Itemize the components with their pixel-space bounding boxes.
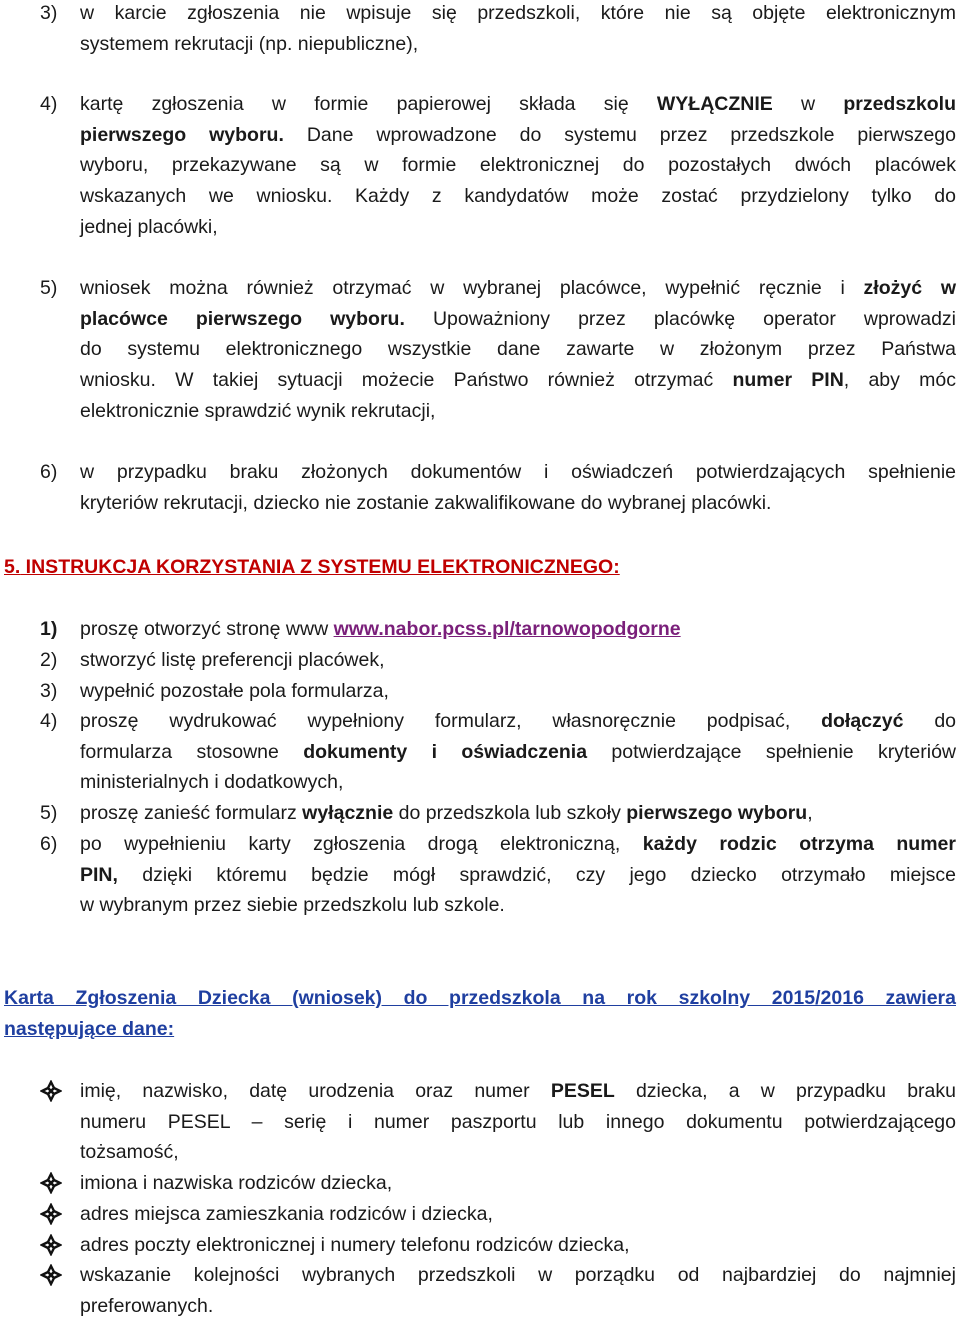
bold-text: każdy rodzic otrzyma numer bbox=[642, 833, 956, 855]
text-segment: adres poczty elektronicznej i numery telefonu rodziców dziecka, bbox=[80, 1234, 630, 1256]
item-text bbox=[80, 273, 956, 427]
instruction-item bbox=[0, 829, 956, 921]
text-segment: stworzyć listę preferencji placówek, bbox=[80, 649, 385, 671]
text-line bbox=[80, 676, 956, 707]
item-text bbox=[80, 1260, 956, 1321]
text-segment: , aby móc bbox=[843, 369, 956, 392]
item-text bbox=[80, 798, 956, 829]
card-data-item bbox=[0, 1199, 956, 1230]
diamond-bullet-icon bbox=[40, 1080, 62, 1102]
item-number: 6) bbox=[40, 833, 58, 855]
text-line bbox=[80, 273, 956, 304]
text-segment: proszę wydrukować wypełniony formularz, własnoręcznie podpisać, bbox=[80, 710, 822, 732]
text-segment: systemem rekrutacji (np. niepubliczne), bbox=[80, 32, 419, 55]
text-line bbox=[80, 737, 956, 768]
card-heading-line-1: Karta Zgłoszenia Dziecka (wniosek) do przedszkola na rok szkolny 2015/2016 zawiera bbox=[4, 987, 956, 1009]
text-line bbox=[80, 860, 956, 891]
text-segment: elektronicznie sprawdzić wynik rekrutacji, bbox=[80, 399, 436, 422]
bold-text: dołączyć bbox=[821, 710, 904, 732]
text-segment: w karcie zgłoszenia nie wpisuje się przedszkoli, które nie są objęte elektronicznym bbox=[80, 2, 956, 24]
text-segment: dziecka, a w przypadku braku bbox=[614, 1080, 956, 1102]
text-segment: do systemu elektronicznego wszystkie dane zawarte w złożonym przez Państwa bbox=[80, 338, 956, 361]
text-segment: do przedszkola lub szkoły bbox=[393, 802, 627, 824]
bold-text: dokumenty i oświadczenia bbox=[303, 740, 588, 763]
text-segment: imię, nazwisko, datę urodzenia oraz numer bbox=[80, 1080, 551, 1102]
diamond-bullet-icon bbox=[40, 1172, 62, 1194]
bold-text: złożyć w bbox=[863, 277, 956, 299]
bold-text: PESEL bbox=[550, 1080, 615, 1102]
item-number: 4) bbox=[40, 93, 58, 115]
text-line bbox=[80, 181, 956, 212]
section-5-heading bbox=[4, 552, 620, 583]
text-line bbox=[80, 767, 956, 798]
text-line bbox=[80, 0, 956, 29]
item-text bbox=[80, 89, 956, 243]
item-text bbox=[80, 829, 956, 921]
bold-text: przedszkolu bbox=[843, 93, 957, 115]
text-line bbox=[80, 396, 956, 427]
website-link[interactable]: www.nabor.pcss.pl/tarnowopodgorne bbox=[333, 618, 681, 640]
instruction-item bbox=[0, 676, 956, 707]
text-segment: Dane wprowadzone do systemu przez przedszkole pierwszego bbox=[283, 123, 956, 146]
bold-text: wyłącznie bbox=[302, 802, 394, 824]
section-5-number: 5. bbox=[4, 556, 21, 578]
card-data-item bbox=[0, 1076, 956, 1168]
text-line bbox=[80, 829, 956, 860]
item-number: 3) bbox=[40, 680, 58, 702]
text-line bbox=[80, 1168, 956, 1199]
text-line bbox=[80, 488, 956, 519]
bold-text: pierwszego wyboru bbox=[626, 802, 808, 824]
item-text bbox=[80, 457, 956, 518]
text-segment: w bbox=[772, 93, 844, 115]
instruction-item bbox=[0, 614, 956, 645]
text-line bbox=[80, 798, 956, 829]
bold-text: WYŁĄCZNIE bbox=[656, 93, 773, 115]
text-segment: wypełnić pozostałe pola formularza, bbox=[80, 680, 389, 702]
item-text bbox=[80, 676, 956, 707]
text-segment: adres miejsca zamieszkania rodziców i dziecka, bbox=[80, 1203, 493, 1225]
bold-text: numer PIN bbox=[732, 369, 844, 392]
text-segment: w wybranym przez siebie przedszkolu lub szkole. bbox=[80, 894, 505, 917]
item-text bbox=[80, 0, 956, 59]
condition-item bbox=[0, 89, 956, 243]
card-data-item bbox=[0, 1230, 956, 1261]
diamond-bullet-icon bbox=[40, 1203, 62, 1225]
instruction-item bbox=[0, 798, 956, 829]
text-segment: wyboru, przekazywane są w formie elektronicznej do pozostałych dwóch placówek bbox=[80, 154, 956, 177]
text-line bbox=[80, 890, 956, 921]
text-segment: wskazanych we wniosku. Każdy z kandydatów może zostać przydzielony tylko do bbox=[80, 185, 956, 208]
text-line bbox=[80, 1291, 956, 1322]
item-text bbox=[80, 1230, 956, 1261]
text-segment: dzięki któremu będzie mógł sprawdzić, czy jego dziecko otrzymało miejsce bbox=[117, 863, 956, 886]
text-line bbox=[80, 614, 956, 645]
text-segment: proszę zanieść formularz bbox=[80, 802, 303, 824]
text-segment: Upoważniony przez placówkę operator wprowadzi bbox=[404, 307, 956, 330]
item-number: 5) bbox=[40, 277, 58, 299]
text-segment: , bbox=[807, 802, 813, 824]
bold-text: pierwszego wyboru. bbox=[80, 123, 284, 146]
diamond-bullet-icon bbox=[40, 1234, 62, 1256]
condition-item bbox=[0, 457, 956, 518]
text-line bbox=[80, 334, 956, 365]
text-line bbox=[80, 1107, 956, 1138]
card-heading bbox=[4, 983, 956, 1044]
text-segment: w przypadku braku złożonych dokumentów i oświadczeń potwierdzających spełnienie bbox=[80, 461, 956, 483]
text-segment: formularza stosowne bbox=[80, 740, 304, 763]
text-line bbox=[80, 365, 956, 396]
item-number: 5) bbox=[40, 802, 58, 824]
text-line bbox=[80, 304, 956, 335]
condition-item bbox=[0, 273, 956, 427]
diamond-bullet-icon bbox=[40, 1264, 62, 1286]
text-line bbox=[80, 212, 956, 243]
bold-text: PIN, bbox=[80, 863, 118, 886]
text-segment: po wypełnieniu karty zgłoszenia drogą elektroniczną, bbox=[80, 833, 643, 855]
item-number: 3) bbox=[40, 2, 58, 24]
text-line bbox=[80, 150, 956, 181]
text-segment: preferowanych. bbox=[80, 1294, 214, 1317]
item-number: 6) bbox=[40, 461, 58, 483]
text-segment: kartę zgłoszenia w formie papierowej składa się bbox=[80, 93, 657, 115]
item-text bbox=[80, 645, 956, 676]
item-number: 2) bbox=[40, 649, 58, 671]
text-segment: ministerialnych i dodatkowych, bbox=[80, 771, 344, 794]
card-data-item bbox=[0, 1168, 956, 1199]
instruction-item bbox=[0, 706, 956, 798]
condition-item bbox=[0, 0, 956, 59]
item-text bbox=[80, 1076, 956, 1168]
card-heading-line-2: następujące dane: bbox=[4, 1017, 175, 1040]
text-segment: wskazanie kolejności wybranych przedszkoli w porządku od najbardziej do najmniej bbox=[80, 1264, 956, 1286]
item-number: 1) bbox=[40, 618, 58, 640]
text-segment: wniosku. W takiej sytuacji możecie Państwo również otrzymać bbox=[80, 369, 733, 392]
text-line bbox=[80, 1076, 956, 1107]
item-text bbox=[80, 1168, 956, 1199]
item-text bbox=[80, 706, 956, 798]
text-line bbox=[80, 1199, 956, 1230]
text-segment: do bbox=[903, 710, 957, 732]
item-text bbox=[80, 1199, 956, 1230]
text-line bbox=[80, 120, 956, 151]
text-segment: tożsamość, bbox=[80, 1141, 179, 1164]
bold-text: placówce pierwszego wyboru. bbox=[80, 307, 405, 330]
text-line bbox=[80, 1137, 956, 1168]
text-line bbox=[80, 1230, 956, 1261]
text-segment: wniosek można również otrzymać w wybranej placówce, wypełnić ręcznie i bbox=[80, 277, 864, 299]
text-segment: potwierdzające spełnienie kryteriów bbox=[587, 740, 957, 763]
text-line bbox=[80, 645, 956, 676]
text-line bbox=[80, 1260, 956, 1291]
text-segment: kryteriów rekrutacji, dziecko nie zostanie zakwalifikowane do wybranej placówki. bbox=[80, 491, 772, 514]
text-segment: jednej placówki, bbox=[80, 215, 218, 238]
text-line bbox=[80, 89, 956, 120]
text-segment: imiona i nazwiska rodziców dziecka, bbox=[80, 1172, 393, 1194]
text-line bbox=[80, 706, 956, 737]
text-segment: proszę otworzyć stronę www bbox=[80, 618, 334, 640]
text-line bbox=[80, 457, 956, 488]
card-data-item bbox=[0, 1260, 956, 1321]
instruction-item bbox=[0, 645, 956, 676]
item-text bbox=[80, 614, 956, 645]
section-5-title: INSTRUKCJA KORZYSTANIA Z SYSTEMU ELEKTRONICZNEGO: bbox=[20, 556, 620, 578]
text-segment: numeru PESEL – serię i numer paszportu lub innego dokumentu potwierdzającego bbox=[80, 1110, 956, 1133]
item-number: 4) bbox=[40, 710, 58, 732]
text-line bbox=[80, 29, 956, 60]
